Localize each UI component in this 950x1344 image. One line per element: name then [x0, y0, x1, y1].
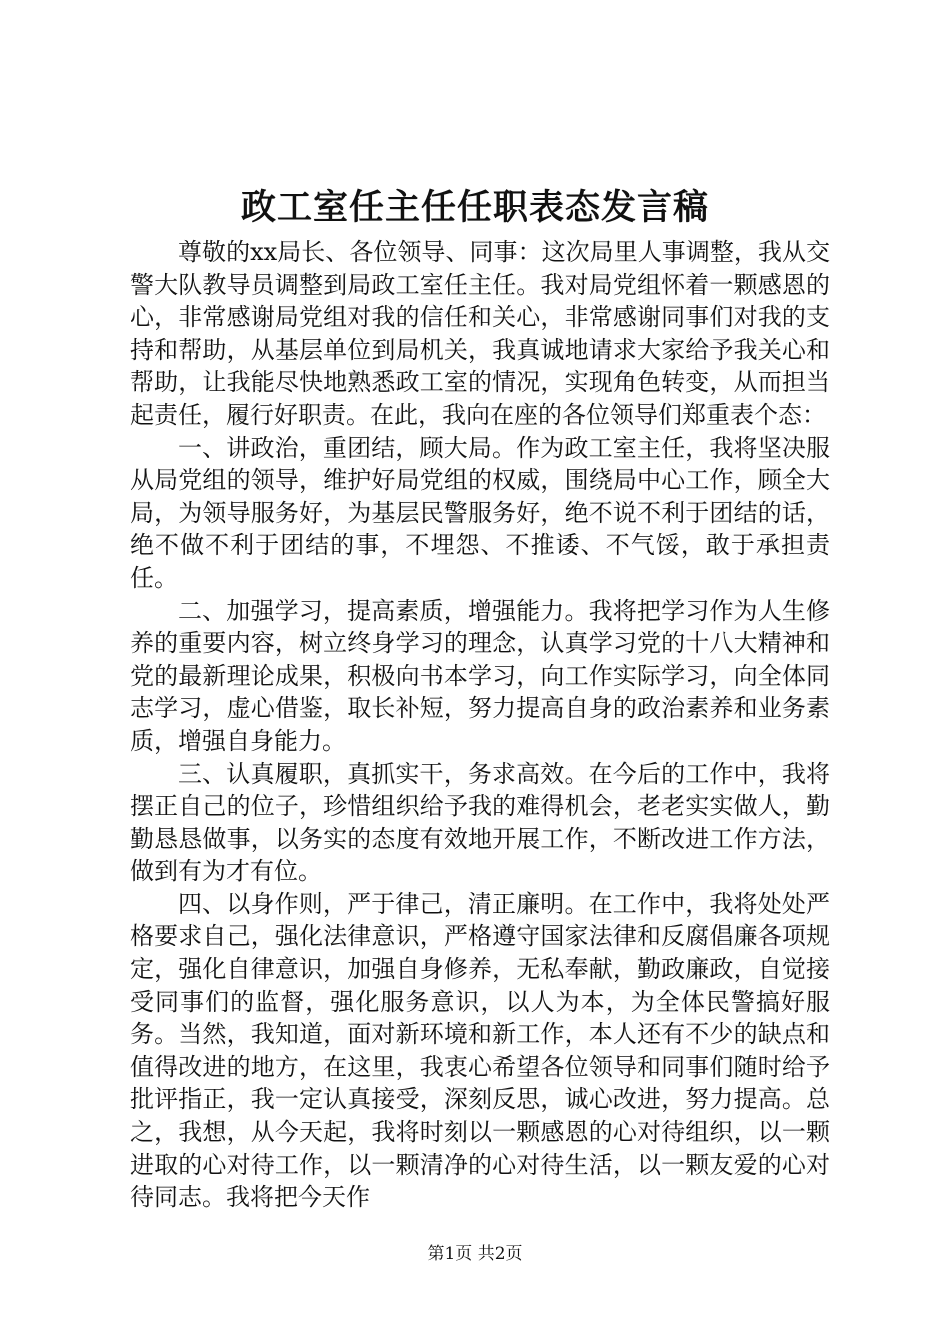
paragraph-point-4: 四、以身作则，严于律己，清正廉明。在工作中，我将处处严格要求自己，强化法律意识，严格遵守国家法律和反腐倡廉各项规定，强化自律意识，加强自身修养，无私奉献，勤政廉政，自觉接受同事们的监督，强化服务意识，以人为本，为全体民警搞好服务。当然，我知道，面对新环境和新工作，本人还有不少的缺点和值得改进的地方，在这里，我衷心希望各位领导和同事们随时给予批评指正，我一定认真接受，深刻反思，诚心改进，努力提高。总之，我想，从今天起，我将时刻以一颗感恩的心对待组织，以一颗进取的心对待工作，以一颗清净的心对待生活，以一颗友爱的心对待同志。我将把今天作: [130, 889, 830, 1212]
document-title: 政工室任主任任职表态发言稿: [240, 187, 709, 228]
document-body: [130, 236, 830, 1214]
paragraph-point-1: 一、讲政治，重团结，顾大局。作为政工室主任，我将坚决服从局党组的领导，维护好局党组的权威，围绕局中心工作，顾全大局，为领导服务好，为基层民警服务好，绝不说不利于团结的话，绝不做不利于团结的事，不埋怨、不推诿、不气馁，敢于承担责任。: [130, 433, 830, 592]
page-number-footer: 第1页 共2页: [427, 1244, 523, 1264]
paragraph-point-2: 二、加强学习，提高素质，增强能力。我将把学习作为人生修养的重要内容，树立终身学习的理念，认真学习党的十八大精神和党的最新理论成果，积极向书本学习，向工作实际学习，向全体同志学习，虚心借鉴，取长补短，努力提高自身的政治素养和业务素质，增强自身能力。: [130, 596, 830, 755]
paragraph-point-3: 三、认真履职，真抓实干，务求高效。在今后的工作中，我将摆正自己的位子，珍惜组织给予我的难得机会，老老实实做人，勤勤恳恳做事，以务实的态度有效地开展工作，不断改进工作方法，做到有为才有位。: [130, 759, 830, 886]
paragraph-intro: 尊敬的xx局长、各位领导、同事：这次局里人事调整，我从交警大队教导员调整到局政工室任主任。我对局党组怀着一颗感恩的心，非常感谢局党组对我的信任和关心，非常感谢同事们对我的支持和帮助，从基层单位到局机关，我真诚地请求大家给予我关心和帮助，让我能尽快地熟悉政工室的情况，实现角色转变，从而担当起责任，履行好职责。在此，我向在座的各位领导们郑重表个态：: [130, 238, 830, 429]
